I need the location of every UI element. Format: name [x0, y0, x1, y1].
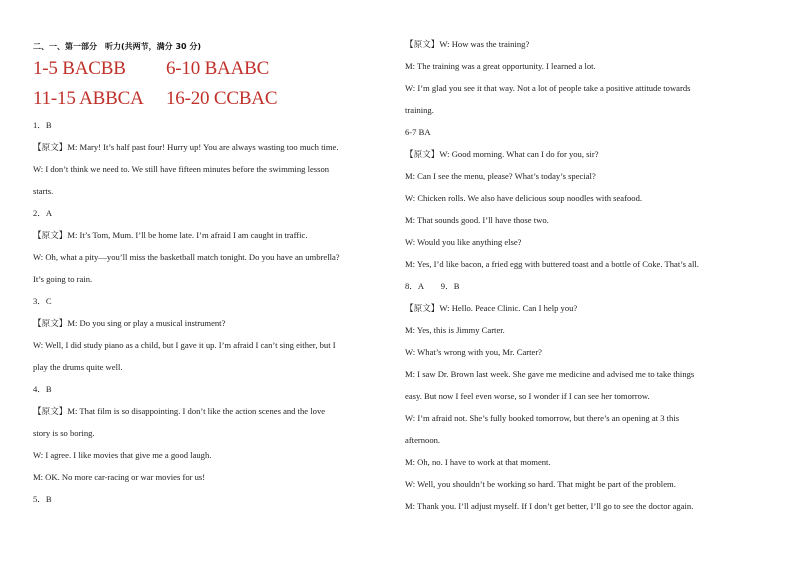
- left-transcript: [33, 114, 388, 510]
- transcript-line: W: What’s wrong with you, Mr. Carter?: [405, 347, 542, 357]
- transcript-line: W: Well, I did study piano as a child, but I gave it up. I’m afraid I can’t sing either, but I: [33, 340, 336, 350]
- transcript-line: training.: [405, 105, 434, 115]
- answer-number: 1．B: [33, 120, 52, 130]
- transcript-line: play the drums quite well.: [33, 362, 123, 372]
- transcript-line: story is so boring.: [33, 428, 95, 438]
- transcript-line: 【原文】M: Do you sing or play a musical instrument?: [33, 318, 226, 328]
- section-title: 二、一、第一部分 听力(共两节，满分 30 分): [33, 42, 202, 51]
- transcript-line: 【原文】M: Mary! It’s half past four! Hurry up! You are always wasting too much time.: [33, 142, 339, 152]
- transcript-line: 【原文】M: That film is so disappointing. I don’t like the action scenes and the love: [33, 406, 326, 416]
- answer-number: 6-7 BA: [405, 127, 431, 137]
- answer-key-row-2: [33, 84, 388, 114]
- answer-number: 2．A: [33, 208, 53, 218]
- answer-key-16-20: 16-20 CCBAC: [166, 88, 278, 109]
- transcript-line: M: Can I see the menu, please? What’s today’s special?: [405, 171, 596, 181]
- transcript-line: W: I agree. I like movies that give me a good laugh.: [33, 450, 212, 460]
- right-column: [405, 33, 770, 517]
- answer-key-6-10: 6-10 BAABC: [166, 58, 270, 79]
- right-transcript: [405, 33, 770, 517]
- transcript-line: W: I’m afraid not. She’s fully booked tomorrow, but there’s an opening at 3 this: [405, 413, 680, 423]
- answer-number: 8．A 9．B: [405, 281, 460, 291]
- transcript-line: 【原文】W: How was the training?: [405, 39, 530, 49]
- answer-number: 4．B: [33, 384, 52, 394]
- transcript-line: M: Thank you. I’ll adjust myself. If I don’t get better, I’ll go to see the doctor again.: [405, 501, 694, 511]
- answer-key-1-5: 1-5 BACBB: [33, 58, 126, 79]
- transcript-line: M: Yes, I’d like bacon, a fried egg with buttered toast and a bottle of Coke. That’s all.: [405, 259, 699, 269]
- answer-key-11-15: 11-15 ABBCA: [33, 88, 144, 109]
- transcript-line: 【原文】W: Hello. Peace Clinic. Can I help you?: [405, 303, 578, 313]
- transcript-line: W: Well, you shouldn’t be working so hard. That might be part of the problem.: [405, 479, 676, 489]
- left-column: [33, 36, 388, 510]
- transcript-line: W: Would you like anything else?: [405, 237, 522, 247]
- transcript-line: W: I don’t think we need to. We still have fifteen minutes before the swimming lesson: [33, 164, 330, 174]
- transcript-line: M: I saw Dr. Brown last week. She gave me medicine and advised me to take things: [405, 369, 695, 379]
- transcript-line: M: Oh, no. I have to work at that moment.: [405, 457, 551, 467]
- transcript-line: M: Yes, this is Jimmy Carter.: [405, 325, 505, 335]
- transcript-line: starts.: [33, 186, 54, 196]
- transcript-line: W: Oh, what a pity—you’ll miss the basketball match tonight. Do you have an umbrella?: [33, 252, 340, 262]
- transcript-line: M: The training was a great opportunity. I learned a lot.: [405, 61, 596, 71]
- answer-number: 5．B: [33, 494, 52, 504]
- transcript-line: easy. But now I feel even worse, so I wonder if I can see her tomorrow.: [405, 391, 650, 401]
- transcript-line: afternoon.: [405, 435, 441, 445]
- transcript-line: M: OK. No more car-racing or war movies for us!: [33, 472, 206, 482]
- transcript-line: 【原文】W: Good morning. What can I do for you, sir?: [405, 149, 599, 159]
- answer-number: 3．C: [33, 296, 52, 306]
- transcript-line: It’s going to rain.: [33, 274, 93, 284]
- answer-key-row-1: [33, 54, 388, 84]
- transcript-line: W: Chicken rolls. We also have delicious soup noodles with seafood.: [405, 193, 643, 203]
- transcript-line: W: I’m glad you see it that way. Not a lot of people take a positive attitude towards: [405, 83, 691, 93]
- transcript-line: M: That sounds good. I’ll have those two.: [405, 215, 549, 225]
- transcript-line: 【原文】M: It’s Tom, Mum. I’ll be home late. I’m afraid I am caught in traffic.: [33, 230, 308, 240]
